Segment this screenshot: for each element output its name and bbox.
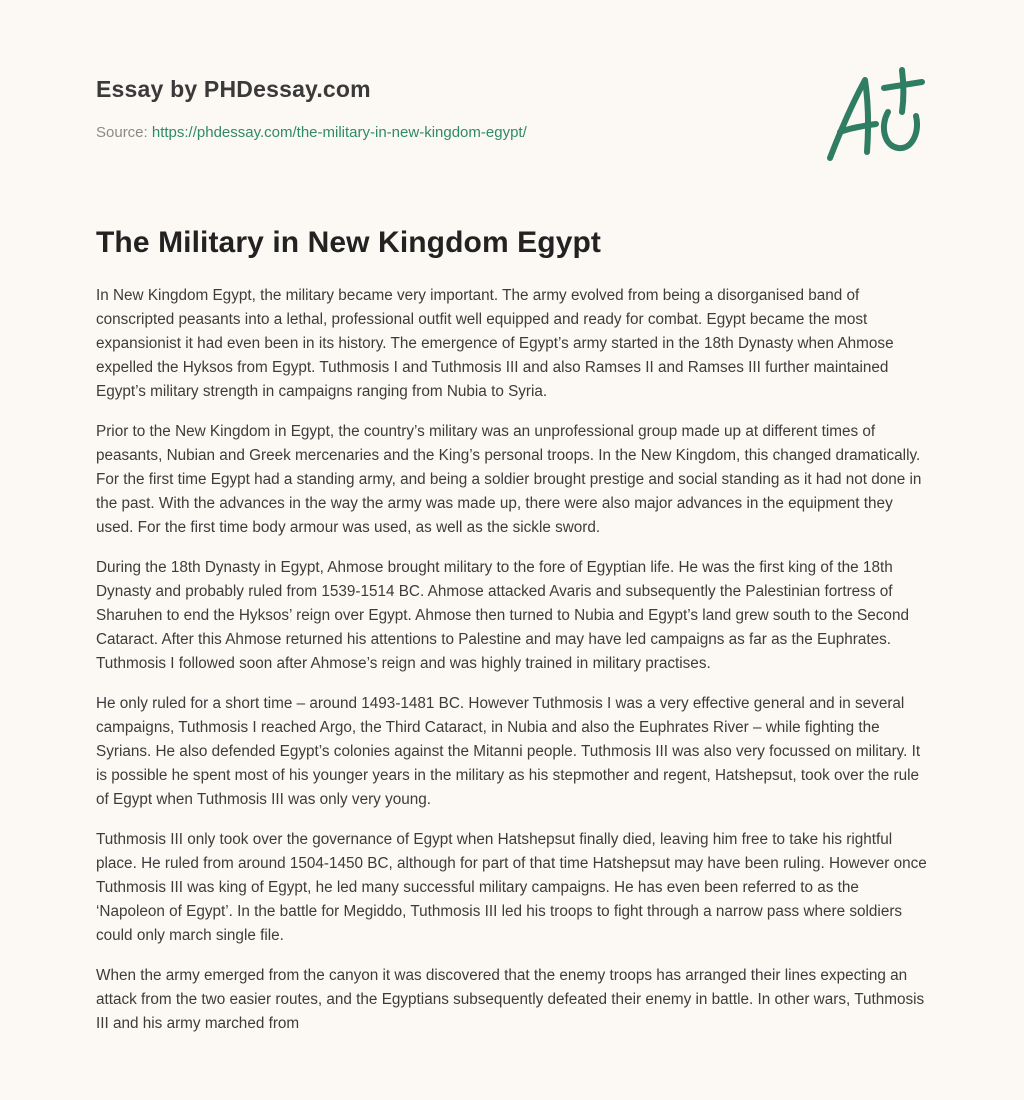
essay-paragraph: During the 18th Dynasty in Egypt, Ahmose brought military to the fore of Egyptian life. He was the first king of the 18th Dynasty and probably ruled from 1539-1514 BC. Ahmose attacked Avaris and subsequently the Palestinian fortress of Sharuhen to end the Hyksos’ reign over Egypt. Ahmose then turned to Nubia and Egypt’s land grew south to the Second Cataract. After this Ahmose returned his attentions to Palestine and may have led campaigns as far as the Euphrates. Tuthmosis I followed soon after Ahmose’s reign and was highly trained in military practises.	[96, 559, 909, 672]
a-plus-grade-icon	[818, 66, 928, 166]
source-line	[96, 124, 527, 141]
source-label: Source:	[96, 124, 152, 141]
page-header	[0, 0, 1024, 200]
source-link[interactable]: https://phdessay.com/the-military-in-new-kingdom-egypt/	[151, 124, 527, 141]
essay-paragraph: Tuthmosis III only took over the governance of Egypt when Hatshepsut finally died, leaving him free to take his rightful place. He ruled from around 1504-1450 BC, although for part of that time Hatshepsut may have been ruling. However once Tuthmosis III was king of Egypt, he led many successful military campaigns. He has even been referred to as the ‘Napoleon of Egypt’. In the battle for Megiddo, Tuthmosis III led his troops to fight through a narrow pass where soldiers could only march single file.	[96, 831, 927, 944]
essay-paragraph: Prior to the New Kingdom in Egypt, the country’s military was an unprofessional group made up at different times of peasants, Nubian and Greek mercenaries and the King’s personal troops. In the New Kingdom, this changed dramatically. For the first time Egypt had a standing army, and being a soldier brought prestige and social standing as it had not done in the past. With the advances in the way the army was made up, there were also major advances in the equipment they used. For the first time body armour was used, as well as the sickle sword.	[96, 423, 922, 536]
essay-title: The Military in New Kingdom Egypt	[96, 226, 601, 259]
essay-body	[96, 284, 932, 1052]
site-title: Essay by PHDessay.com	[96, 76, 371, 102]
essay-paragraph: He only ruled for a short time – around 1493-1481 BC. However Tuthmosis I was a very effective general and in several campaigns, Tuthmosis I reached Argo, the Third Cataract, in Nubia and also the Euphrates River – while fighting the Syrians. He also defended Egypt’s colonies against the Mitanni people. Tuthmosis III was also very focussed on military. It is possible he spent most of his younger years in the military as his stepmother and regent, Hatshepsut, took over the rule of Egypt when Tuthmosis III was only very young.	[96, 695, 921, 808]
essay-paragraph: When the army emerged from the canyon it was discovered that the enemy troops has arranged their lines expecting an attack from the two easier routes, and the Egyptians subsequently defeated their enemy in battle. In other wars, Tuthmosis III and his army marched from	[96, 967, 925, 1032]
essay-paragraph: In New Kingdom Egypt, the military became very important. The army evolved from being a disorganised band of conscripted peasants into a lethal, professional outfit well equipped and ready for combat. Egypt became the most expansionist it had even been in its history. The emergence of Egypt’s army started in the 18th Dynasty when Ahmose expelled the Hyksos from Egypt. Tuthmosis I and Tuthmosis III and also Ramses II and Ramses III further maintained Egypt’s military strength in campaigns ranging from Nubia to Syria.	[96, 287, 894, 400]
